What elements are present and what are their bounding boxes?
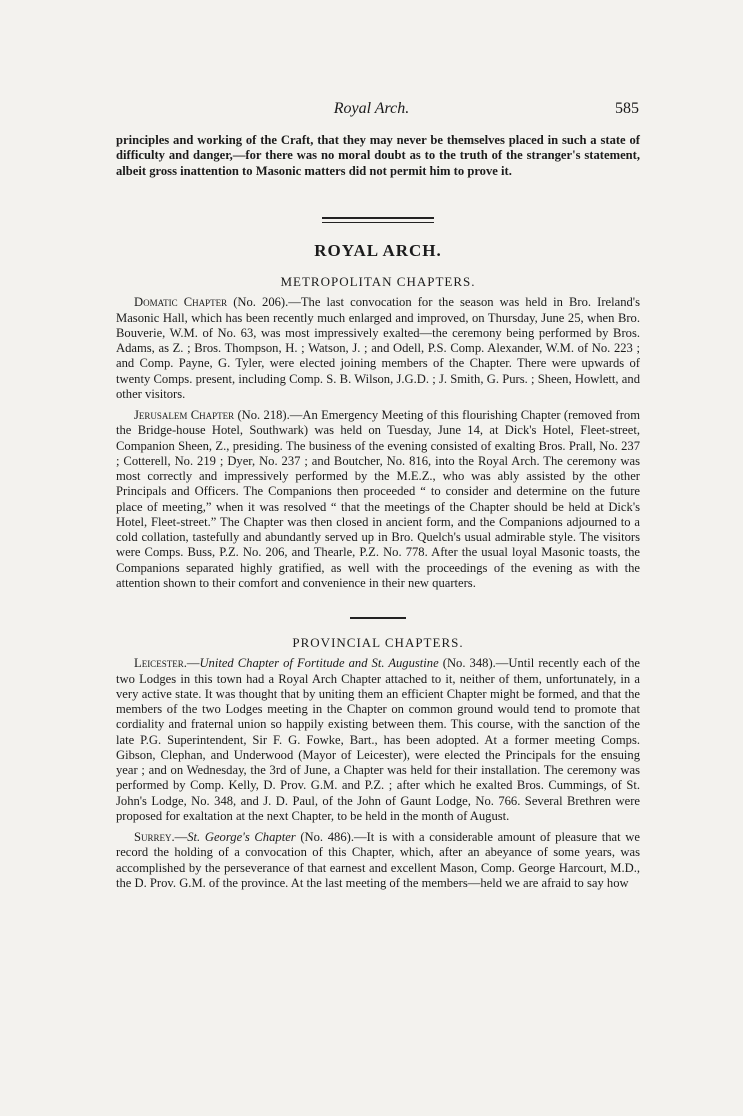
- leicester-paragraph: [116, 656, 640, 824]
- provincial-title: PROVINCIAL CHAPTERS.: [292, 635, 464, 650]
- running-head: [0, 100, 743, 124]
- surrey-dash: —: [174, 830, 188, 844]
- continuation-paragraph: principles and working of the Craft, that they may never be themselves placed in such a state of difficulty and danger,—for there was no moral doubt as to the truth of the stranger's statement, albeit gross inattention to Masonic matters did not permit him to prove it.: [116, 133, 640, 178]
- surrey-text: (No. 486).—It is with a considerable amount of pleasure that we record the holding of a convocation of this Chapter, which, after an abeyance of some years, was accomplished by the perseverance of that earnest and excellent Mason, Comp. George Harcourt, M.D., the D. Prov. G.M. of the province. At the last meeting of the members—held we are afraid to say how: [116, 830, 640, 890]
- leicester-chapter-name: United Chapter of Fortitude and St. Augustine: [199, 656, 439, 671]
- running-title: Royal Arch.: [333, 100, 410, 117]
- page-number: 585: [615, 100, 639, 117]
- jerusalem-chapter-lead: Jerusalem Chapter: [134, 408, 235, 422]
- article-body: [116, 133, 640, 891]
- domatic-chapter-paragraph: [116, 295, 640, 402]
- subsection-divider: [350, 617, 406, 619]
- domatic-chapter-text: (No. 206).—The last convocation for the season was held in Bro. Ireland's Masonic Hall, which has been recently much enlarged and improved, on Thursday, June 25, when Bro. Bouverie, W.M. of No. 63, was most impressively exalted—the ceremony being performed by Bros. Adams, as Z. ; Bros. Thompson, H. ; Watson, J. ; and Odell, P.S. Comp. Alexander, W.M. of No. 223 ; and Comp. Payne, G. Tyler, were elected joining members of the Chapter. There were upwards of twenty Comps. present, including Comp. S. B. Wilson, J.G.D. ; J. Smith, G. Purs. ; Sheen, Howlett, and other visitors.: [116, 295, 640, 401]
- surrey-chapter-name: St. George's Chapter: [187, 830, 296, 844]
- section-divider: [322, 217, 434, 223]
- leicester-dash: —: [186, 656, 200, 671]
- surrey-lead: Surrey.: [134, 830, 175, 844]
- domatic-chapter-lead: Domatic Chapter: [134, 295, 228, 310]
- leicester-text: (No. 348).—Until recently each of the two Lodges in this town had a Royal Arch Chapter attached to it, neither of them, unfortunately, in a very active state. It was thought that by uniting them an efficient Chapter might be formed, and that the members of the two Lodges meeting in the Chapter on common ground would tend to promote that cordiality and fraternal union so happily existing between them. This course, with the sanction of the late P.G. Superintendent, Sir F. G. Fowke, Bart., has been adopted. At a former meeting Comps. Gibson, Clephan, and Underwood (Mayor of Leicester), were elected the Principals for the ensuing year ; and on Wednesday, the 3rd of June, a Chapter was held for their installation. The ceremony was performed by Comp. Kelly, D. Prov. G.M. and P.Z. ; after which he exalted Bros. Cummings, of St. John's Lodge, No. 348, and J. D. Paul, of the John of Gaunt Lodge, No. 766. Several Brethren were proposed for exaltation at the next Chapter, to be held in the month of August.: [116, 656, 641, 823]
- leicester-lead: Leicester.: [134, 656, 187, 671]
- section-title: ROYAL ARCH.: [314, 240, 442, 260]
- surrey-paragraph: [116, 830, 640, 891]
- jerusalem-chapter-paragraph: [116, 408, 640, 591]
- metropolitan-title: METROPOLITAN CHAPTERS.: [280, 274, 476, 289]
- jerusalem-chapter-text: (No. 218).—An Emergency Meeting of this flourishing Chapter (removed from the Bridge-house Hotel, Southwark) was held on Tuesday, June 14, at Dick's Hotel, Fleet-street, Companion Sheen, Z., presiding. The business of the evening consisted of exalting Bros. Prall, No. 237 ; Cotterell, No. 219 ; Dyer, No. 237 ; and Boutcher, No. 816, into the Royal Arch. The ceremony was most correctly and impressively performed by the M.E.Z., who was ably assisted by the other Principals and Officers. The Companions then proceeded “ to consider and determine on the future place of meeting,” when it was resolved “ that the meetings of the Chapter should be held at Dick's Hotel, Fleet-street.” The Chapter was then closed in ancient form, and the Companions adjourned to a cold collation, tastefully and abundantly served up in Bro. Quelch's usual admirable style. The visitors were Comps. Buss, P.Z. No. 206, and Thearle, P.Z. No. 778. After the usual loyal Masonic toasts, the Companions separated highly gratified, as well with the proceedings of the evening as with the attention shown to their comfort and convenience in their new quarters.: [116, 408, 640, 590]
